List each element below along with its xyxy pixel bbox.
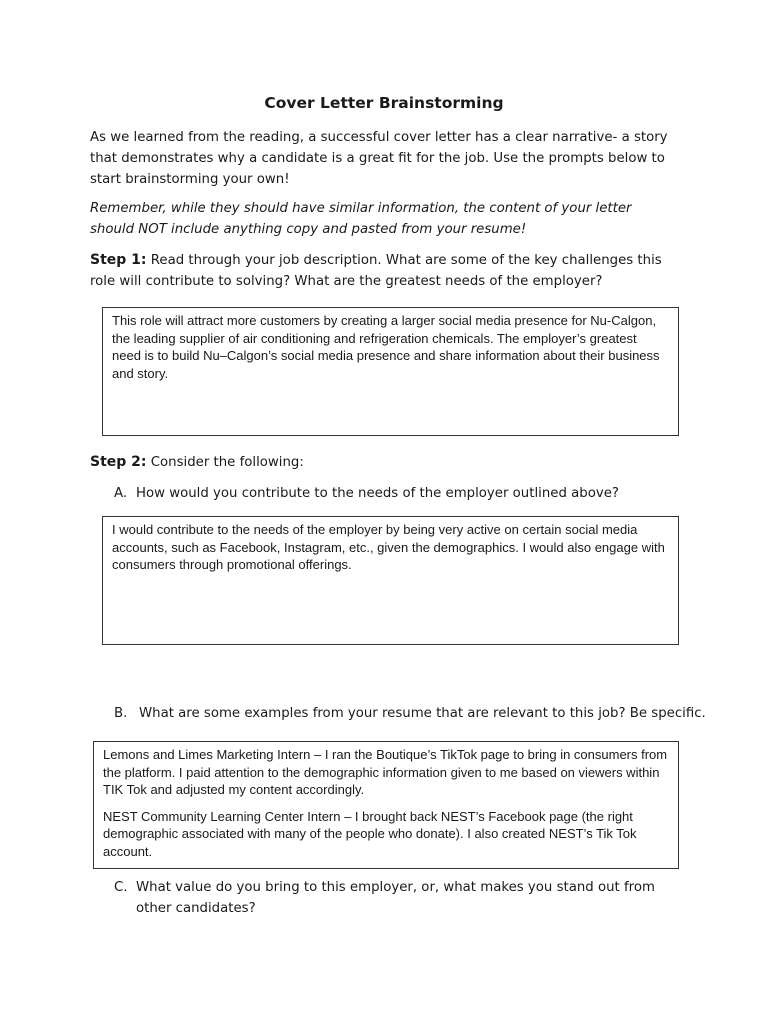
answer-b-box[interactable] bbox=[93, 741, 679, 869]
step1-answer-text: This role will attract more customers by creating a larger social media presence for Nu-Calgon, the leading supplier of air conditioning and refrigeration chemicals. The employer’s greatest need is to build Nu–Calgon’s social media presence and share information about their business and story. bbox=[112, 313, 660, 381]
answer-b-paragraph-1: Lemons and Limes Marketing Intern – I ran the Boutique’s TikTok page to bring in consumers from the platform. I paid attention to the demographic information given to me based on viewers within TIK Tok and adjusted my content accordingly. bbox=[103, 747, 668, 797]
question-c-text: What value do you bring to this employer, or, what makes you stand out from other candidates? bbox=[136, 880, 655, 916]
reminder-text: Remember, while they should have similar information, the content of your letter should NOT include anything copy and pasted from your resume! bbox=[90, 201, 632, 237]
step1-prompt bbox=[90, 250, 675, 292]
question-c bbox=[114, 877, 674, 921]
question-a-marker: A. bbox=[114, 486, 128, 501]
step1-answer-box[interactable] bbox=[102, 307, 679, 436]
step2-prompt bbox=[90, 452, 675, 473]
document-title: Cover Letter Brainstorming bbox=[264, 94, 504, 112]
step1-label: Step 1: bbox=[90, 252, 147, 268]
intro-paragraph: As we learned from the reading, a successful cover letter has a clear narrative- a story that demonstrates why a candidate is a great fit for the job. Use the prompts below to start brainstorming your own! bbox=[90, 130, 668, 187]
question-c-marker: C. bbox=[114, 880, 128, 895]
step1-question: Read through your job description. What are some of the key challenges this role will contribute to solving? What are the greatest needs of the employer? bbox=[90, 253, 662, 289]
step2-question: Consider the following: bbox=[150, 455, 304, 470]
reminder-paragraph bbox=[90, 198, 675, 240]
question-a-text: How would you contribute to the needs of the employer outlined above? bbox=[136, 486, 619, 501]
step2-label: Step 2: bbox=[90, 454, 147, 470]
answer-b-paragraph-2: NEST Community Learning Center Intern – I brought back NEST’s Facebook page (the right demographic associated with many of the people who donate). I also created NEST’s Tik Tok account. bbox=[103, 808, 637, 859]
question-b-marker: B. bbox=[114, 706, 128, 721]
answer-a-box[interactable] bbox=[102, 516, 679, 645]
question-b-text: What are some examples from your resume that are relevant to this job? Be specific. bbox=[139, 706, 706, 721]
answer-a-text: I would contribute to the needs of the employer by being very active on certain social media accounts, such as Facebook, Instagram, etc., given the demographics. I would also engage with consumers through promotional offerings. bbox=[112, 522, 665, 572]
